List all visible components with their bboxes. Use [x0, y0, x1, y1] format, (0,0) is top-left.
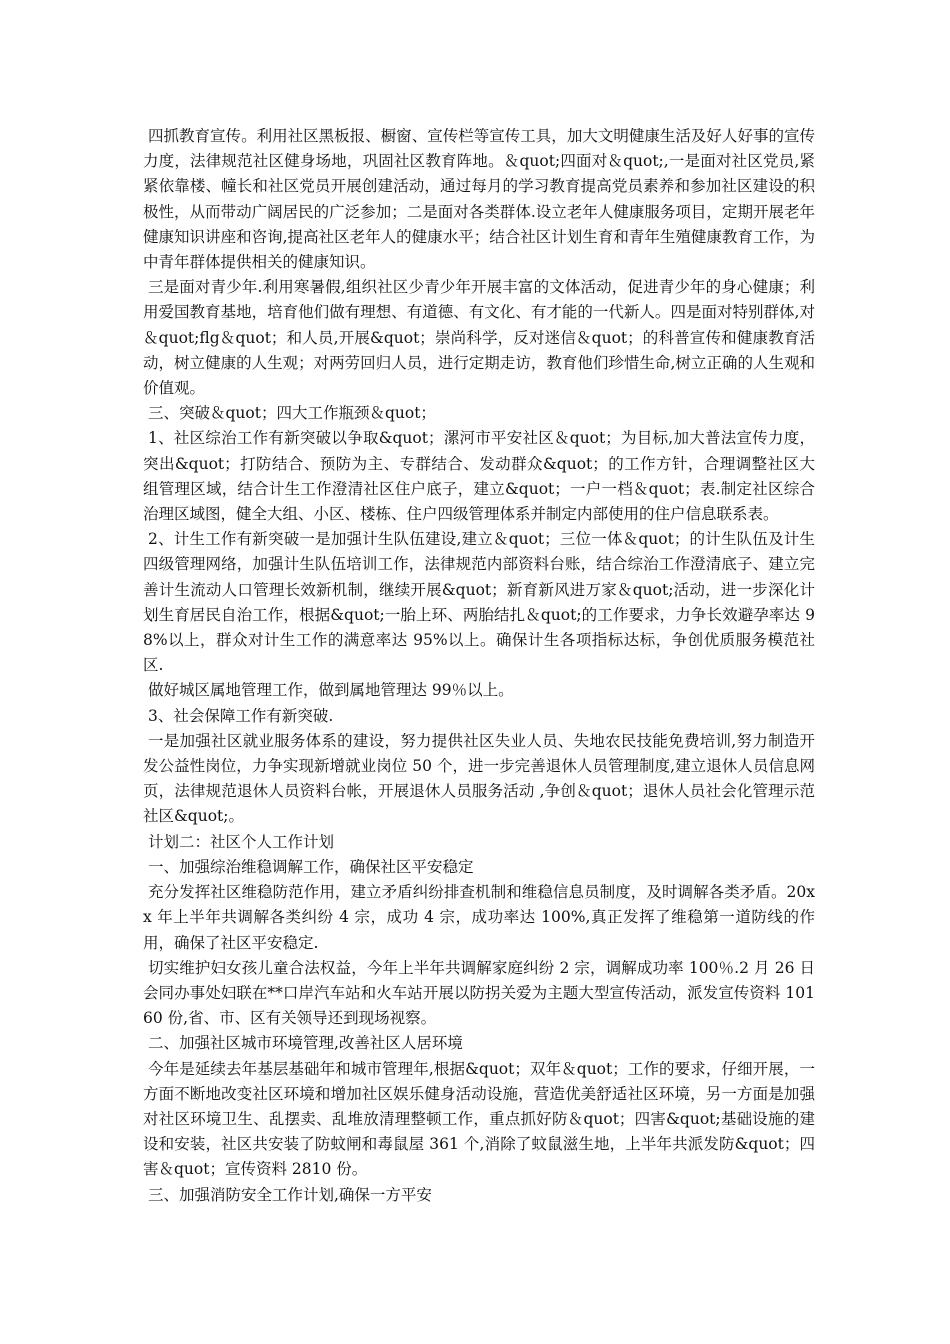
heading-environment-management: 二、加强社区城市环境管理,改善社区人居环境 [148, 1034, 463, 1053]
paragraph-women-children-rights: 切实维护妇女孩儿童合法权益，今年上半年共调解家庭纠纷 2 宗，调解成功率 100％.2 月 26 日会同办事处妇联在**口岸汽车站和火车站开展以防拐关爱为主题大型宣传活动，派发宣传资料 10160 份,省、市、区有关领导还到现场视察。 [143, 958, 815, 1028]
paragraph-employment-services: 一是加强社区就业服务体系的建设，努力提供社区失业人员、失地农民技能免费培训,努力制造开发公益性岗位，力争实现新增就业岗位 50 个，进一步完善退休人员管理制度,建立退休人员信息网页，法律规范退休人员资料台帐，开展退休人员服务活动 ,争创＆quot；退休人员社会化管理示范社区&quot;。 [143, 731, 815, 826]
paragraph-territorial-management: 做好城区属地管理工作，做到属地管理达 99％以上。 [148, 681, 514, 700]
document-page [143, 124, 815, 1208]
heading-four-bottlenecks: 三、突破＆quot；四大工作瓶颈＆quot； [148, 404, 436, 423]
paragraph-environment-work: 今年是延续去年基层基础年和城市管理年,根据&quot；双年＆quot；工作的要求，仔细开展，一方面不断地改变社区环境和增加社区娱乐健身活动设施，营造优美舒适社区环境，另一方面是加强对社区环境卫生、乱摆卖、乱堆放清理整顿工作，重点抓好防＆quot；四害&quot;基础设施的建设和安装，社区共安装了防蚊闸和毒鼠屋 361 个,消除了蚊鼠滋生地，上半年共派发防&quot；四害＆quot；宣传资料 2810 份。 [143, 1059, 815, 1179]
paragraph-family-planning: 2、计生工作有新突破一是加强计生队伍建设,建立＆quot；三位一体＆quot；的计生队伍及计生四级管理网络，加强计生队伍培训工作，法律规范内部资料台账，结合综治工作澄清底子、建立完善计生流动人口管理长效新机制，继续开展&quot；新育新风进万家＆quot;活动，进一步深化计划生育居民自治工作，根据&quot;一胎上环、两胎结扎＆quot;的工作要求，力争长效避孕率达 98%以上，群众对计生工作的满意率达 95%以上。确保计生各项指标达标，争创优质服务模范社区. [143, 530, 815, 675]
paragraph-youth-and-special-groups: 三是面对青少年.利用寒暑假,组织社区少青少年开展丰富的文体活动，促进青少年的身心健康；利用爱国教育基地，培育他们做有理想、有道德、有文化、有才能的一代新人。四是面对特别群体,对＆quot;flg＆quot；和人员,开展&quot；崇尚科学，反对迷信＆quot；的科普宣传和健康教育活动，树立健康的人生观；对两劳回归人员，进行定期走访，教育他们珍惜生命,树立正确的人生观和价值观。 [143, 278, 815, 398]
paragraph-education-publicity: 四抓教育宣传。利用社区黑板报、橱窗、宣传栏等宣传工具，加大文明健康生活及好人好事的宣传力度，法律规范社区健身场地，巩固社区教育阵地。＆quot;四面对＆quot;,一是面对社区党员,紧紧依靠楼、幢长和社区党员开展创建活动，通过每月的学习教育提高党员素养和参加社区建设的积极性，从而带动广阔居民的广泛参加；二是面对各类群体.设立老年人健康服务项目，定期开展老年健康知识讲座和咨询,提高社区老年人的健康水平；结合社区计划生育和青年生殖健康教育工作，为中青年群体提供相关的健康知识。 [143, 127, 815, 272]
heading-plan-two: 计划二：社区个人工作计划 [148, 832, 335, 851]
paragraph-dispute-mediation: 充分发挥社区维稳防范作用，建立矛盾纠纷排查机制和维稳信息员制度，及时调解各类矛盾。20xx 年上半年共调解各类纠纷 4 宗，成功 4 宗，成功率达 100%,真正发挥了维稳第一道防线的作用，确保了社区平安稳定. [143, 883, 815, 952]
paragraph-comprehensive-governance: 1、社区综治工作有新突破以争取&quot；漯河市平安社区＆quot；为目标,加大普法宣传力度，突出&quot；打防结合、预防为主、专群结合、发动群众&quot；的工作方针，合理调整社区大组管理区域，结合计生工作澄清社区住户底子，建立&quot；一户一档＆quot；表.制定社区综合治理区域图，健全大组、小区、楼栋、住户四级管理体系并制定内部使用的住户信息联系表。 [143, 429, 815, 524]
heading-stability-mediation: 一、加强综治维稳调解工作，确保社区平安稳定 [148, 857, 474, 876]
heading-fire-safety: 三、加强消防安全工作计划,确保一方平安 [148, 1185, 432, 1204]
heading-social-security: 3、社会保障工作有新突破. [148, 706, 334, 725]
